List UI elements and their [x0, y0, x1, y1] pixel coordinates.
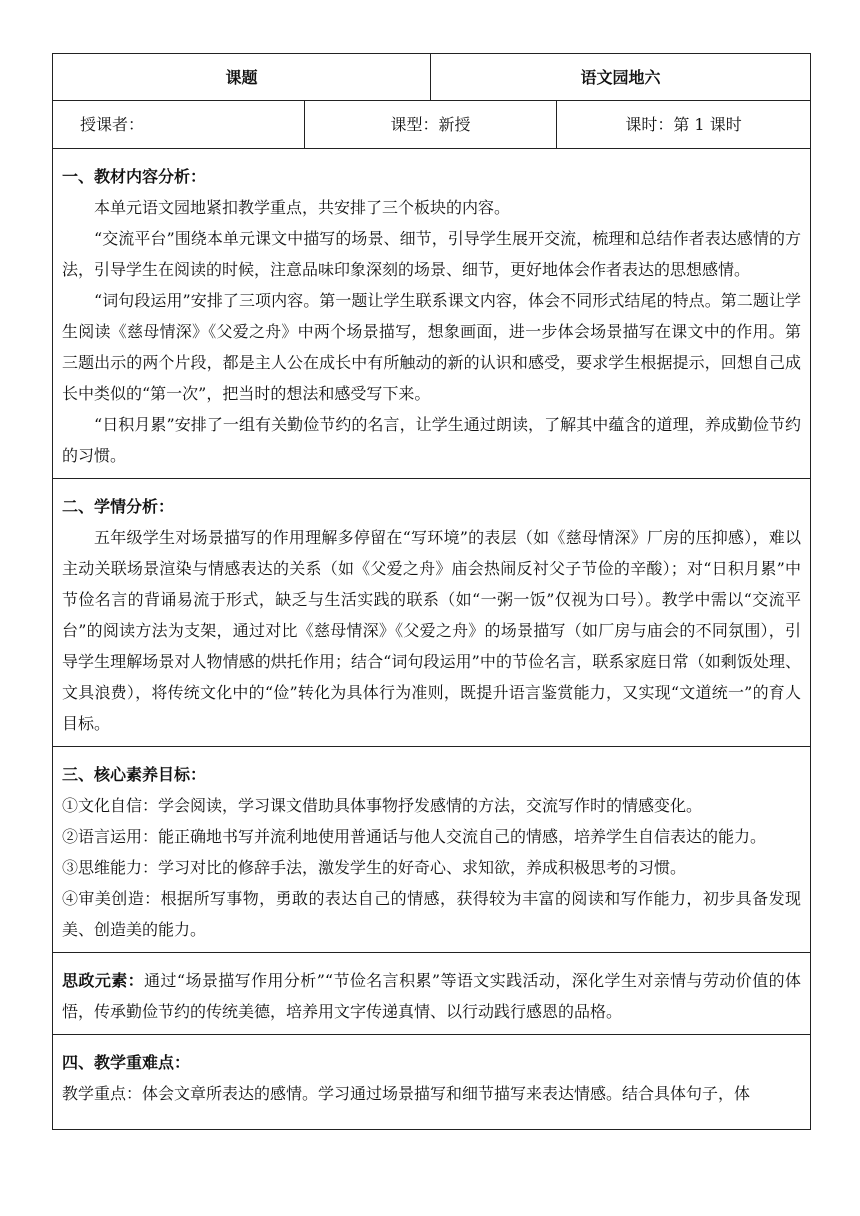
lesson-period: 课时：第 1 课时 — [557, 101, 811, 149]
goals-row — [53, 747, 811, 953]
meta-row — [53, 101, 811, 149]
teacher-label: 授课者： — [80, 115, 145, 134]
title-row — [53, 54, 811, 101]
material-paragraph: 本单元语文园地紧扣教学重点，共安排了三个板块的内容。 — [94, 198, 511, 217]
learner-analysis-section — [53, 479, 811, 747]
keypoints-row — [53, 1035, 811, 1130]
material-paragraph: “日积月累”安排了一组有关勤俭节约的名言，让学生通过朗读，了解其中蕴含的道理，养成勤俭节约的习惯。 — [62, 415, 802, 465]
ideology-label: 思政元素： — [62, 971, 145, 990]
learner-analysis-row — [53, 479, 811, 747]
material-analysis-row — [53, 149, 811, 479]
keypoints-heading: 四、教学重难点： — [62, 1053, 191, 1072]
material-paragraph: “词句段运用”安排了三项内容。第一题让学生联系课文内容，体会不同形式结尾的特点。第二题让学生阅读《慈母情深》《父爱之舟》中两个场景描写，想象画面，进一步体会场景描写在课文中的作用。第三题出示的两个片段，都是主人公在成长中有所触动的新的认识和感受，要求学生根据提示，回想自己成长中类似的“第一次”，把当时的想法和感受写下来。 — [62, 291, 802, 403]
goal-item: ①文化自信：学会阅读，学习课文借助具体事物抒发感情的方法，交流写作时的情感变化。 — [62, 796, 703, 815]
teacher-cell — [53, 101, 305, 149]
ideology-section — [53, 953, 811, 1035]
material-paragraph: “交流平台”围绕本单元课文中描写的场景、细节，引导学生展开交流，梳理和总结作者表达感情的方法，引导学生在阅读的时候，注意品味印象深刻的场景、细节，更好地体会作者表达的思想感情。 — [62, 229, 802, 279]
keypoints-text: 教学重点：体会文章所表达的感情。学习通过场景描写和细节描写来表达情感。结合具体句子，体 — [62, 1084, 751, 1103]
keypoints-section — [53, 1035, 811, 1130]
goal-item: ③思维能力：学习对比的修辞手法，激发学生的好奇心、求知欲，养成积极思考的习惯。 — [62, 858, 687, 877]
lesson-plan-table — [52, 53, 811, 1130]
ideology-row — [53, 953, 811, 1035]
ideology-text: 通过“场景描写作用分析”“节俭名言积累”等语文实践活动，深化学生对亲情与劳动价值的体悟，传承勤俭节约的传统美德，培养用文字传递真情、以行动践行感恩的品格。 — [62, 971, 802, 1021]
ideology-paragraph — [62, 965, 801, 1027]
topic-value: 语文园地六 — [431, 54, 811, 101]
topic-label: 课题 — [53, 54, 431, 101]
learner-paragraph: 五年级学生对场景描写的作用理解多停留在“写环境”的表层（如《慈母情深》厂房的压抑感），难以主动关联场景渲染与情感表达的关系（如《父爱之舟》庙会热闹反衬父子节俭的辛酸）；对“日积月累”中节俭名言的背诵易流于形式，缺乏与生活实践的联系（如“一粥一饭”仅视为口号）。教学中需以“交流平台”的阅读方法为支架，通过对比《慈母情深》《父爱之舟》的场景描写（如厂房与庙会的不同氛围），引导学生理解场景对人物情感的烘托作用；结合“词句段运用”中的节俭名言，联系家庭日常（如剩饭处理、文具浪费），将传统文化中的“俭”转化为具体行为准则，既提升语言鉴赏能力，又实现“文道统一”的育人目标。 — [62, 528, 802, 733]
goal-item: ④审美创造：根据所写事物，勇敢的表达自己的情感，获得较为丰富的阅读和写作能力，初步具备发现美、创造美的能力。 — [62, 889, 802, 939]
lesson-type: 课型：新授 — [305, 101, 557, 149]
goals-section — [53, 747, 811, 953]
material-heading: 一、教材内容分析： — [62, 167, 207, 186]
goals-heading: 三、核心素养目标： — [62, 765, 207, 784]
material-analysis-section — [53, 149, 811, 479]
goal-item: ②语言运用：能正确地书写并流利地使用普通话与他人交流自己的情感，培养学生自信表达的能力。 — [62, 827, 767, 846]
learner-heading: 二、学情分析： — [62, 497, 175, 516]
